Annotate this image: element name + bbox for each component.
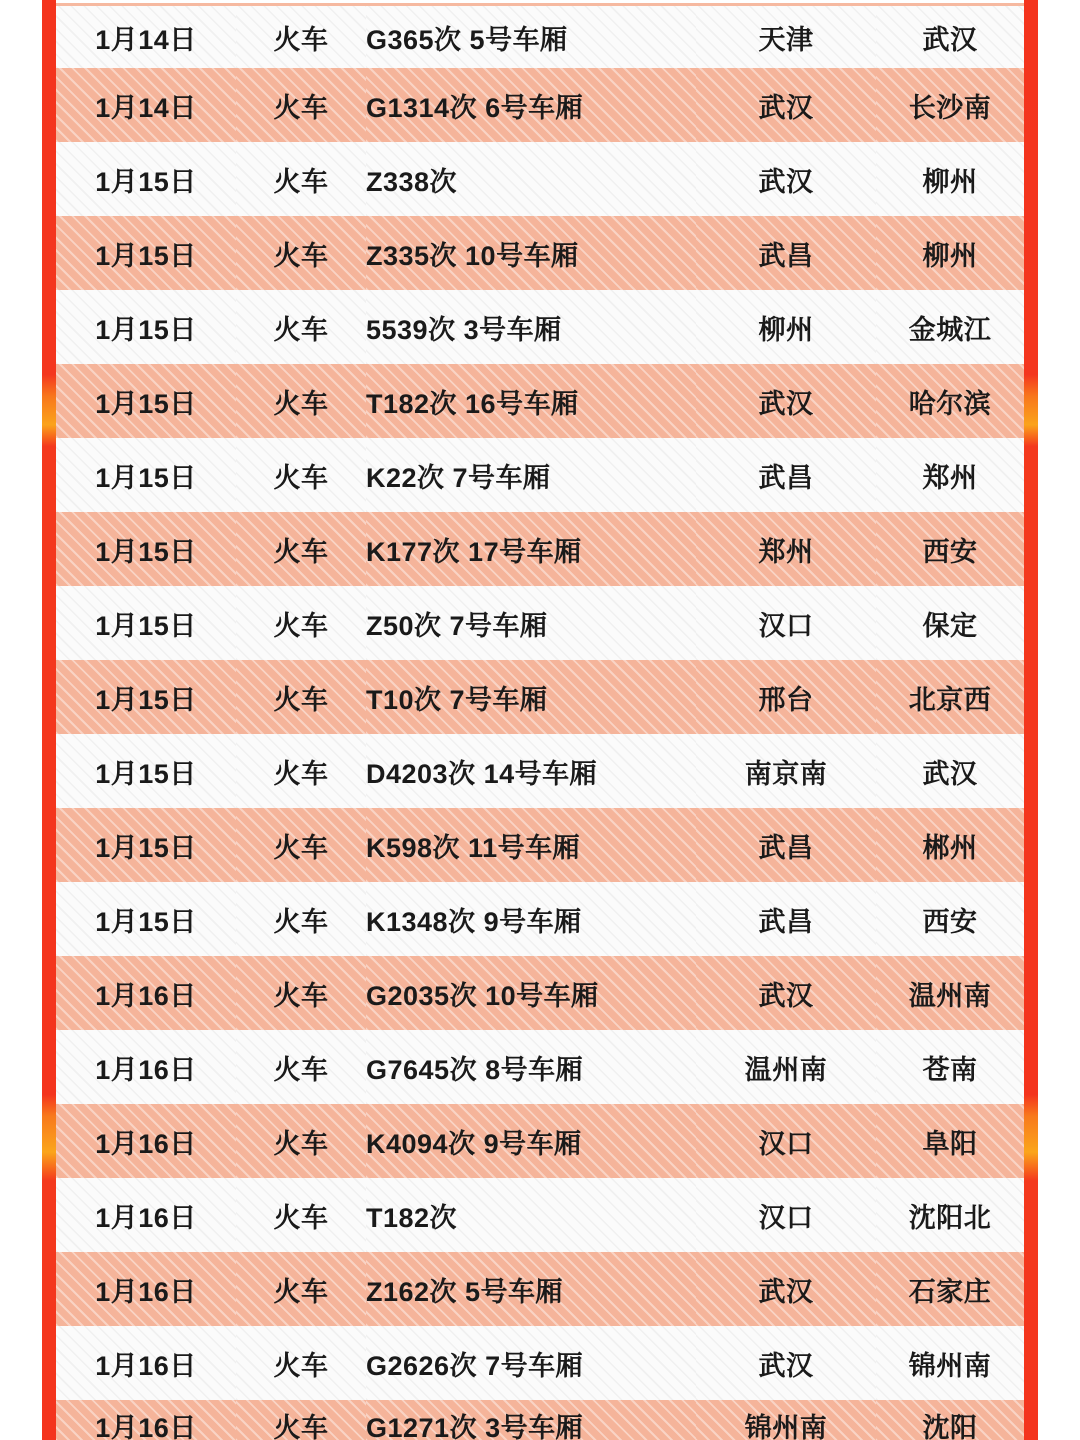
cell-train: K4094次 9号车厢 bbox=[366, 1104, 696, 1178]
cell-train: 5539次 3号车厢 bbox=[366, 290, 696, 364]
cell-destination: 西安 bbox=[876, 512, 1024, 586]
cell-destination: 苍南 bbox=[876, 1030, 1024, 1104]
table-row bbox=[56, 142, 1024, 216]
cell-destination: 武汉 bbox=[876, 734, 1024, 808]
cell-train: Z50次 7号车厢 bbox=[366, 586, 696, 660]
cell-destination: 温州南 bbox=[876, 956, 1024, 1030]
cell-destination: 北京西 bbox=[876, 660, 1024, 734]
cell-train: T182次 bbox=[366, 1178, 696, 1252]
cell-origin: 邢台 bbox=[696, 660, 876, 734]
cell-origin: 南京南 bbox=[696, 734, 876, 808]
trips-table-body bbox=[56, 6, 1024, 1440]
table-row bbox=[56, 216, 1024, 290]
table-row bbox=[56, 956, 1024, 1030]
table-row bbox=[56, 808, 1024, 882]
table-row bbox=[56, 660, 1024, 734]
cell-destination: 柳州 bbox=[876, 142, 1024, 216]
cell-destination: 柳州 bbox=[876, 216, 1024, 290]
cell-mode: 火车 bbox=[236, 882, 366, 956]
cell-destination: 石家庄 bbox=[876, 1252, 1024, 1326]
cell-train: K1348次 9号车厢 bbox=[366, 882, 696, 956]
cell-date: 1月15日 bbox=[56, 586, 236, 660]
cell-train: G1314次 6号车厢 bbox=[366, 68, 696, 142]
cell-origin: 武汉 bbox=[696, 1326, 876, 1400]
cell-destination: 沈阳 bbox=[876, 1400, 1024, 1440]
table-row bbox=[56, 364, 1024, 438]
cell-mode: 火车 bbox=[236, 808, 366, 882]
cell-mode: 火车 bbox=[236, 1178, 366, 1252]
cell-mode: 火车 bbox=[236, 734, 366, 808]
table-row bbox=[56, 586, 1024, 660]
trips-table bbox=[56, 6, 1024, 1440]
cell-mode: 火车 bbox=[236, 1104, 366, 1178]
cell-mode: 火车 bbox=[236, 586, 366, 660]
cell-date: 1月16日 bbox=[56, 1252, 236, 1326]
cell-mode: 火车 bbox=[236, 364, 366, 438]
cell-date: 1月15日 bbox=[56, 142, 236, 216]
cell-mode: 火车 bbox=[236, 1030, 366, 1104]
cell-destination: 锦州南 bbox=[876, 1326, 1024, 1400]
cell-mode: 火车 bbox=[236, 216, 366, 290]
cell-origin: 武昌 bbox=[696, 808, 876, 882]
cell-date: 1月14日 bbox=[56, 68, 236, 142]
table-row bbox=[56, 1326, 1024, 1400]
table-row bbox=[56, 68, 1024, 142]
table-row bbox=[56, 1178, 1024, 1252]
cell-mode: 火车 bbox=[236, 1400, 366, 1440]
cell-train: Z335次 10号车厢 bbox=[366, 216, 696, 290]
cell-date: 1月15日 bbox=[56, 882, 236, 956]
cell-mode: 火车 bbox=[236, 1326, 366, 1400]
cell-date: 1月15日 bbox=[56, 290, 236, 364]
cell-date: 1月15日 bbox=[56, 808, 236, 882]
cell-destination: 长沙南 bbox=[876, 68, 1024, 142]
cell-destination: 金城江 bbox=[876, 290, 1024, 364]
cell-mode: 火车 bbox=[236, 6, 366, 68]
cell-mode: 火车 bbox=[236, 956, 366, 1030]
cell-train: G1271次 3号车厢 bbox=[366, 1400, 696, 1440]
cell-date: 1月15日 bbox=[56, 364, 236, 438]
cell-train: T10次 7号车厢 bbox=[366, 660, 696, 734]
cell-date: 1月16日 bbox=[56, 956, 236, 1030]
cell-mode: 火车 bbox=[236, 290, 366, 364]
cell-mode: 火车 bbox=[236, 68, 366, 142]
cell-destination: 阜阳 bbox=[876, 1104, 1024, 1178]
cell-date: 1月15日 bbox=[56, 734, 236, 808]
cell-date: 1月15日 bbox=[56, 438, 236, 512]
table-row bbox=[56, 734, 1024, 808]
cell-mode: 火车 bbox=[236, 142, 366, 216]
cell-train: G2035次 10号车厢 bbox=[366, 956, 696, 1030]
cell-destination: 哈尔滨 bbox=[876, 364, 1024, 438]
cell-date: 1月16日 bbox=[56, 1400, 236, 1440]
cell-date: 1月15日 bbox=[56, 216, 236, 290]
cell-destination: 武汉 bbox=[876, 6, 1024, 68]
cell-date: 1月16日 bbox=[56, 1104, 236, 1178]
cell-origin: 温州南 bbox=[696, 1030, 876, 1104]
trips-table-container bbox=[56, 0, 1024, 1440]
cell-train: G2626次 7号车厢 bbox=[366, 1326, 696, 1400]
cell-origin: 武昌 bbox=[696, 438, 876, 512]
cell-destination: 沈阳北 bbox=[876, 1178, 1024, 1252]
cell-origin: 武汉 bbox=[696, 1252, 876, 1326]
table-row bbox=[56, 6, 1024, 68]
table-row bbox=[56, 1030, 1024, 1104]
cell-train: K22次 7号车厢 bbox=[366, 438, 696, 512]
cell-date: 1月16日 bbox=[56, 1030, 236, 1104]
table-row bbox=[56, 290, 1024, 364]
cell-date: 1月15日 bbox=[56, 660, 236, 734]
left-border-stripe bbox=[42, 0, 56, 1440]
cell-origin: 汉口 bbox=[696, 1104, 876, 1178]
cell-origin: 天津 bbox=[696, 6, 876, 68]
cell-origin: 武昌 bbox=[696, 216, 876, 290]
cell-mode: 火车 bbox=[236, 1252, 366, 1326]
cell-train: K177次 17号车厢 bbox=[366, 512, 696, 586]
cell-origin: 武汉 bbox=[696, 364, 876, 438]
cell-date: 1月15日 bbox=[56, 512, 236, 586]
cell-mode: 火车 bbox=[236, 438, 366, 512]
cell-destination: 郴州 bbox=[876, 808, 1024, 882]
cell-date: 1月16日 bbox=[56, 1178, 236, 1252]
table-row bbox=[56, 1252, 1024, 1326]
cell-date: 1月16日 bbox=[56, 1326, 236, 1400]
cell-date: 1月14日 bbox=[56, 6, 236, 68]
cell-origin: 武汉 bbox=[696, 68, 876, 142]
cell-train: Z338次 bbox=[366, 142, 696, 216]
right-border-stripe bbox=[1024, 0, 1038, 1440]
cell-origin: 郑州 bbox=[696, 512, 876, 586]
cell-destination: 保定 bbox=[876, 586, 1024, 660]
cell-mode: 火车 bbox=[236, 512, 366, 586]
cell-train: G7645次 8号车厢 bbox=[366, 1030, 696, 1104]
table-row bbox=[56, 512, 1024, 586]
table-row bbox=[56, 1104, 1024, 1178]
cell-destination: 西安 bbox=[876, 882, 1024, 956]
cell-origin: 武汉 bbox=[696, 956, 876, 1030]
cell-origin: 武昌 bbox=[696, 882, 876, 956]
cell-train: Z162次 5号车厢 bbox=[366, 1252, 696, 1326]
cell-destination: 郑州 bbox=[876, 438, 1024, 512]
cell-origin: 锦州南 bbox=[696, 1400, 876, 1440]
cell-train: G365次 5号车厢 bbox=[366, 6, 696, 68]
table-row bbox=[56, 882, 1024, 956]
table-row bbox=[56, 1400, 1024, 1440]
cell-train: D4203次 14号车厢 bbox=[366, 734, 696, 808]
cell-origin: 汉口 bbox=[696, 1178, 876, 1252]
cell-train: K598次 11号车厢 bbox=[366, 808, 696, 882]
cell-origin: 汉口 bbox=[696, 586, 876, 660]
cell-origin: 武汉 bbox=[696, 142, 876, 216]
cell-mode: 火车 bbox=[236, 660, 366, 734]
table-row bbox=[56, 438, 1024, 512]
cell-train: T182次 16号车厢 bbox=[366, 364, 696, 438]
cell-origin: 柳州 bbox=[696, 290, 876, 364]
